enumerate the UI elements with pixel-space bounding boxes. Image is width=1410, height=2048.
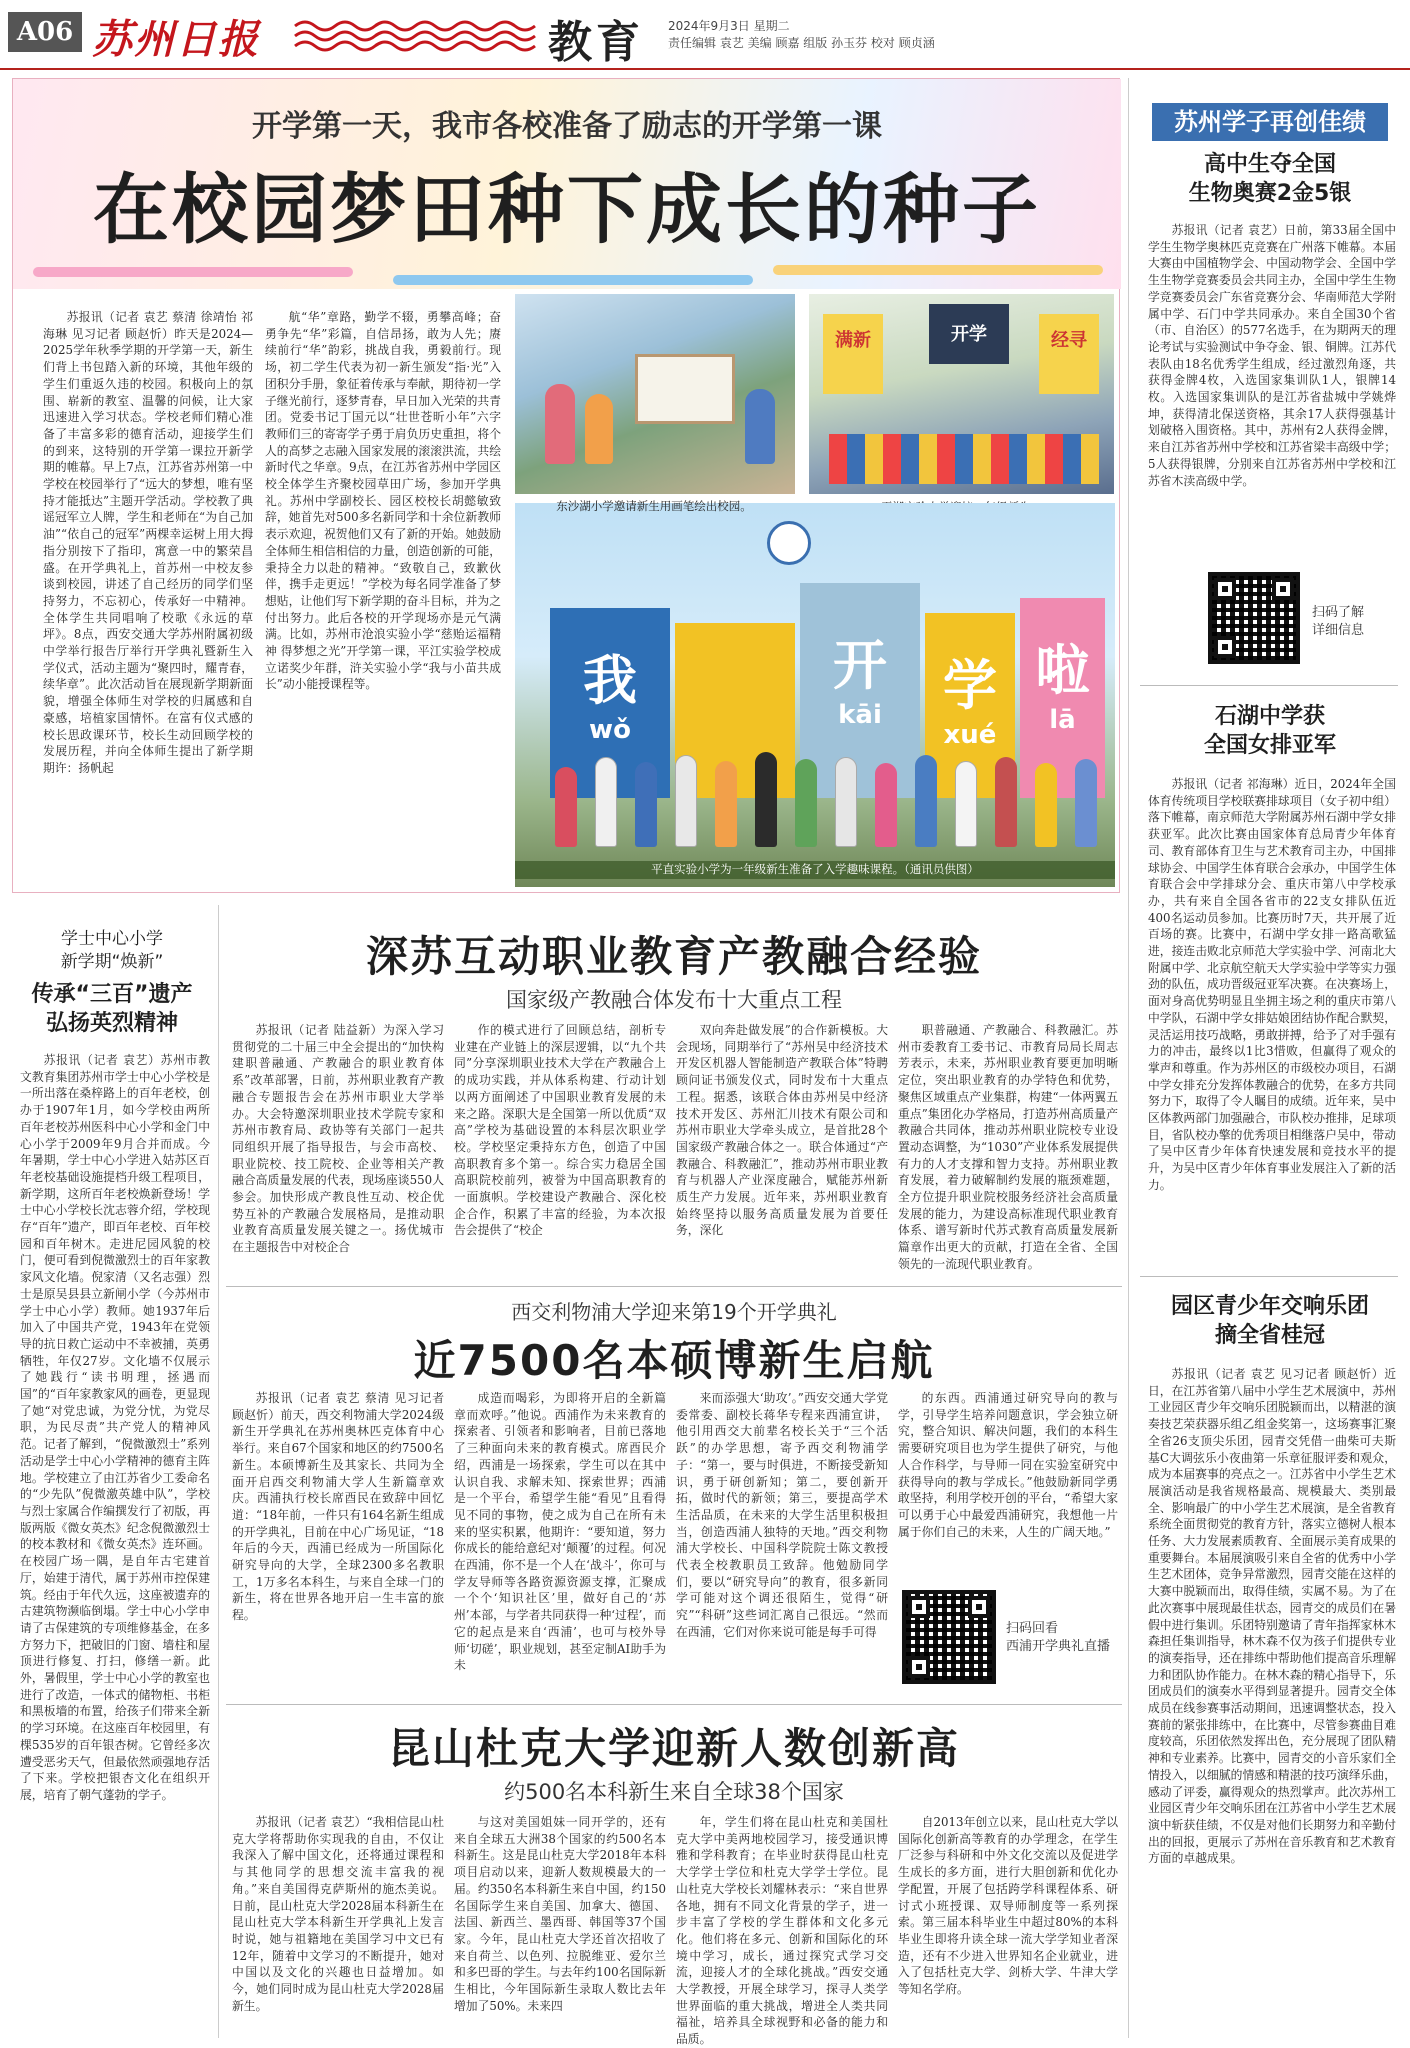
vocational-col1: 苏报讯（记者 陆益新）为深入学习贯彻党的二十届三中全会提出的“加快构建职普融通、产教融合的职业教育体系”改革部署，日前，苏州职业教育产教融合专题报告会在苏州市职业大学举办。大会特邀深圳职业技术学院专家和苏州市教育局、政协等有关部门一起共同组织开展了指导报告，与会市高校、职业院校、技工院校、企业等相关产教融合高质量发展的代表，现场座谈550人参会。加快形成产教良性互动、校企优势互补的产教融合发展格局，是推动职业教育高质量发展关键之一。扬优城市在主题报告中对校企合 bbox=[232, 1023, 444, 1255]
section-name: 教育 bbox=[548, 17, 644, 68]
vocational-headline: 深苏互动职业教育产教融合经验 bbox=[365, 932, 982, 981]
screen-display: 开学 bbox=[929, 304, 1009, 364]
photo-pinghu bbox=[809, 294, 1114, 494]
child-figure bbox=[995, 757, 1017, 847]
qr-finder bbox=[968, 1596, 990, 1618]
child-figure bbox=[1075, 759, 1097, 847]
volleyball-headline: 石湖中学获 全国女排亚军 bbox=[1203, 704, 1336, 758]
dku-headline: 昆山杜克大学迎新人数创新高 bbox=[387, 1724, 960, 1773]
child-figure bbox=[875, 763, 897, 847]
dku-col2: 与这对美国姐妹一同开学的，还有来自全球五大洲38个国家的约500名本科新生。这是昆山杜克大学2018年本科项目启动以来，迎新人数规模最大的一届。约350名本科新生来自中国，约150名国际学生来自美国、加拿大、德国、法国、新西兰、墨西哥、韩国等37个国家。今年，昆山杜克大学还首次招收了来自荷兰、以色列、拉脱维亚、爱尔兰和多巴哥的学生。与去年约100名国际新生相比，今年国际新生录取人数比去年增加了50%。未来四 bbox=[454, 1815, 666, 2013]
xjtlu-headline: 近7500名本硕博新生启航 bbox=[413, 1336, 935, 1385]
child-figure bbox=[545, 384, 575, 464]
child-figure bbox=[795, 759, 817, 847]
students-seated bbox=[829, 434, 1099, 484]
child-figure bbox=[915, 755, 937, 847]
wave-ornament bbox=[295, 18, 535, 52]
column-divider bbox=[218, 905, 219, 2038]
orchestra-headline: 园区青少年交响乐团 摘全省桂冠 bbox=[1170, 1294, 1369, 1348]
feature-body-col2: 航“华”章路，勤学不辍，勇攀高峰；奋勇争先“华”彩篇，自信昂扬，敢为人先；赓续前行“华”韵彩，挑战自我，勇毅前行。现场，初二学生代表为初一新生颁发“指·光”入团积分手册，象征着传承与奉献，期待初一学子继光前行，逐梦青春，早日加入光荣的共青团。党委书记丁国元以“壮世苍昕小年”六字教师们三的寄寄学子勇于肩负历史重担，将个人的高梦之志融入国家发展的滚滚洪流，共绘新时代之华章。9点，在江苏省苏州中学园区校全体学生齐聚校园草田广场，参加开学典礼。苏州中学副校长、园区校校长胡懿敏致辞，她首先对500多名新同学和十余位新教师表示欢迎，祝贺他们又有了新的开始。她鼓励全体师生相信相信的力量，创造创新的可能，秉持全力以赴的精神。“致敬自己，致歉伙伴，携手走更远！”学校为每名同学准备了梦想贴，让他们写下新学期的奋斗目标，并为之付出努力。此后各校的开学现场亦是元气满满。比如，苏州市沧浪实验小学“慈贻运福精神 得梦想之光”开学第一课，平江实验学校成立诺奖少年群，浒关实验小学“我与小苗共成长”动小能授课程等。 bbox=[265, 310, 501, 692]
dku-col1: 苏报讯（记者 袁艺）“我相信昆山杜克大学将帮助你实现我的自由，不仅让我深入了解中国文化，还将通过课程和与其他同学的思想交流丰富我的视角。”来自美国得克萨斯州的施杰美说。日前，昆山杜克大学2028届本科新生在昆山杜克大学本科新生开学典礼上发言时说，她与祖籍地在美国学习中文已有12年，随着中文学习的不断提升，她对中国以及文化的兴趣也日益增加。如今，她们同时成为昆山杜克大学2028届新生。 bbox=[232, 1815, 444, 2013]
divider bbox=[1140, 685, 1398, 686]
letter-board-4: 学 xué bbox=[925, 613, 1015, 798]
vocational-col3: 双向奔赴做发展”的合作新模板。大会现场，同期举行了“苏州吴中经济技术开发区机器人智能制造产教联合体”特聘顾问证书颁发仪式，同时发布十大重点工程。据悉，该联合体由苏州吴中经济技术开发区、苏州汇川技术有限公司和苏州市职业大学牵头成立，是首批28个国家级产教融合体之一。联合体通过“产教融合、科教融汇”，推动苏州市职业教育与机器人产业深度融合，赋能苏州新质生产力发展。近年来，苏州职业教育始终坚持以服务高质量发展为首要任务，深化 bbox=[676, 1023, 888, 1238]
letter-board-3: 开 kāi bbox=[800, 583, 920, 798]
feature-story bbox=[12, 78, 1120, 893]
divider bbox=[1140, 1276, 1398, 1277]
xjtlu-col4: 的东西。西浦通过研究导向的教与学，引导学生培养问题意识，学会独立研究，整合知识、解决问题，我们的本科生需要研究项目也为学生提供了研究，与他人合作科学，与导师一同在实验室研究中获得导向的教与学成长。”他鼓励新同学勇敢坚持，利用学校开创的平台，“希望大家可以勇于心中最爱西浦研究，我想他一片属于你们自己的未来，人生的广阔天地。” bbox=[898, 1391, 1118, 1539]
qr-finder bbox=[908, 1596, 930, 1618]
issue-editors: 责任编辑 袁艺 美编 顾嘉 组版 孙玉芬 校对 顾贞涵 bbox=[668, 36, 935, 50]
child-figure bbox=[635, 762, 657, 847]
xjtlu-col1: 苏报讯（记者 袁艺 蔡清 见习记者 顾赵忻）前天，西交利物浦大学2024级新生开学典礼在苏州奥林匹克体育中心举行。来自67个国家和地区的约7500名新生。本硕博新生及其家长、共同为全面开启西交利物浦大学人生新篇章欢庆。西浦执行校长席酉民在致辞中回忆道：“18年前，一件只有164名新生组成的开学典礼，目前在中心广场见证，“18年后的今天，西浦已经成为一所国际化研究导向的大学，全球2300多名教职工，1万多名本科生，与来自全球一门的新生，将在世界各地开启一生丰富的旅程。 bbox=[232, 1391, 444, 1623]
feature-headline: 在校园梦田种下成长的种子 bbox=[93, 165, 1041, 254]
qr-code[interactable] bbox=[902, 1590, 996, 1684]
sidebar-subhead: 学士中心小学 新学期“焕新” bbox=[60, 929, 164, 972]
qr-label: 扫码了解 详细信息 bbox=[1312, 605, 1365, 638]
child-figure bbox=[585, 394, 613, 464]
photo3-caption: 平直实验小学为一年级新生准备了入学趣味课程。（通讯员供图） bbox=[651, 862, 979, 876]
qr-code[interactable] bbox=[1208, 572, 1300, 664]
divider bbox=[226, 1704, 1122, 1705]
dku-col4: 自2013年创立以来，昆山杜克大学以国际化创新高等教育的办学理念，在学生厂泛参与科研和中外文化交流以及促进学生成长的多方面，进行大胆创新和优化办学配置，开展了包括跨学科课程体系、研讨式小班授课、双导师制度等一系列探索。第三届本科毕业生中超过80%的本科毕业生即将升读全球一流大学学知业者深造，还有不少进入世界知名企业就业，进入了包括杜克大学、剑桥大学、牛津大学等知名学府。 bbox=[898, 1815, 1118, 1997]
ribbon-decoration bbox=[393, 275, 753, 285]
divider bbox=[226, 1286, 1122, 1287]
vocational-subhead: 国家级产教融合体发布十大重点工程 bbox=[506, 988, 842, 1012]
poster-left: 满新 bbox=[823, 314, 883, 394]
biology-olympiad-headline: 高中生夺全国 生物奥赛2金5银 bbox=[1188, 152, 1352, 206]
child-figure bbox=[715, 761, 737, 847]
photo1-caption: 东沙湖小学邀请新生用画笔绘出校园。 bbox=[556, 499, 752, 513]
xjtlu-kicker: 西交利物浦大学迎来第19个开学典礼 bbox=[511, 1300, 837, 1324]
ribbon-decoration bbox=[773, 265, 1103, 275]
child-figure bbox=[745, 389, 775, 464]
xjtlu-col3: 来而添强大‘助攻’。”西安交通大学党委常委、副校长蒋华专程来西浦宣讲，他引用西交大前辈名校长关于“三个活跃”的办学思想，寄予西交利物浦学子：“第一，要与时俱进，不断接受新知识，勇于研创新知；第二，要创新开拓，做时代的新领；第三，要提高学术生活品质，在未来的大学生活里积极担当，创造西浦人独特的天地。”西交利物浦大学校长、中国科学院院士陈文教授代表全校教职员工致辞。他勉励同学们，要以“研究导向”的教育，很多新同学可能对这个调还很陌生，觉得“研究”“科研”这些词汇离自己很远。“然而在西浦，它们对你来说可能是每手可得 bbox=[676, 1391, 888, 1639]
qr-finder bbox=[1214, 578, 1236, 600]
qr-finder bbox=[1272, 578, 1294, 600]
qr-finder bbox=[908, 1656, 930, 1678]
child-figure bbox=[955, 761, 977, 847]
feature-body-col1: 苏报讯（记者 袁艺 蔡清 徐靖怡 祁海琳 见习记者 顾赵忻）昨天是2024—2025学年秋季学期的开学第一天，新生们背上书包踏入新的环境，其他年级的学生们重返久违的校园。积极向上的氛围、崭新的教室、温馨的问候，让大家迅速进入学习状态。学校老师们精心准备了丰富多彩的德育活动，迎接学生们的到来，这特别的开学第一课拉开新学期的帷幕。早上7点，江苏省苏州第一中学校在校园举行了“远大的梦想，唯有坚持才能抵达”主题开学活动。学校教了典谣冠军立人牌，学生和老师在“为自己加油”“依自己的冠军”两棵幸运树上用大拇指分别按下了指印，寓意一中的繁荣昌盛。在开学典礼上，首苏州一中校友参谈到校园，讲述了自己经历的同学们坚持努力，不忘初心，传承好一中精神。全体学生共同唱响了校歌《永远的草坪》。8点，西安交通大学苏州附属初级中学举行报告厅举行开学典礼暨新生入学仪式，活动主题为“聚四时，耀青春，续华章”。此次活动旨在展现新学期新面貌，增强全体师生对学校的归属感和自豪感，培植家国情怀。在富有仪式感的校长思政课环节，校长生动回顾学校的发展历程，并向全体师生提出了新学期期许：扬帆起 bbox=[43, 310, 253, 775]
child-figure bbox=[835, 757, 857, 847]
letter-board-1: 我 wǒ bbox=[550, 608, 670, 798]
paper-name: 苏州日报 bbox=[92, 16, 260, 63]
issue-date: 2024年9月3日 星期二 bbox=[668, 19, 790, 33]
poster-right: 经寻 bbox=[1039, 314, 1099, 394]
orchestra-body: 苏报讯（记者 袁艺 见习记者 顾赵忻）近日，在江苏省第八届中小学生艺术展演中，苏州工业园区青少年交响乐团脱颖而出，以精湛的演奏技艺荣获器乐组乙组金奖第一，这场赛事汇聚全省26支顶尖乐团，园青交凭借一曲柴可夫斯基C大调弦乐小夜曲第一乐章征服评委和观众，成为本届赛事的亮点之一。江苏省中小学生艺术展演活动是我省规格最高、规模最大、类别最全、影响最广的中小学生艺术展演，是全省教育系统全面贯彻党的教育方针，落实立德树人根本任务、大力发展素质教育、全面展示美育成果的重要舞台。本届展演吸引来自全省的优秀中小学生艺术团体，竞争异常激烈，园青交能在这样的大赛中脱颖而出，取得佳绩，实属不易。为了在此次赛事中展现最佳状态，园青交的成员们在暑假中进行集训。乐团特别邀请了青年指挥家林木森担任集训指导，林木森不仅为孩子们提供专业的演奏指导，还在排练中帮助他们提高音乐理解力和团队协作能力。在林木森的精心指导下，乐团成员们的演奏水平得到显著提升。园青交全体成员在线参赛事活动期间，迅速调整状态，投入赛前的紧张排练中，在比赛中，尽管参赛曲目难度较高，乐团依然发挥出色，充分展现了团队精神和专业素养。比赛中，园青交的小音乐家们全情投入，以细腻的情感和精湛的技巧演绎乐曲，感动了评委，赢得观众的热烈掌声。此次苏州工业园区青少年交响乐团在江苏省中小学生艺术展演中斩获佳绩，不仅是对他们长期努力和辛勤付出的回报，更展示了苏州在音乐教育和艺术教育方面的卓越成果。 bbox=[1148, 1367, 1396, 1866]
qr-label: 扫码回看 西浦开学典礼直播 bbox=[1006, 1621, 1111, 1654]
photo-kids-with-letters bbox=[515, 503, 1115, 887]
column-divider bbox=[1128, 78, 1129, 2038]
feature-kicker: 开学第一天，我市各校准备了励志的开学第一课 bbox=[252, 109, 882, 144]
child-figure bbox=[555, 767, 577, 847]
child-figure bbox=[675, 755, 697, 847]
vocational-col4: 职普融通、产教融合、科教融汇。苏州市委教育工委书记、市教育局局长周志芳表示，未来，苏州职业教育要更加明晰定位，突出职业教育的办学特色和优势，聚焦区域重点产业集群，构建“一体两翼五重点”集团化办学格局，打造苏州高质量产教融合共同体，推动苏州职业院校专业设置动态调整，为“1030”产业体系发展提供有力的人才支撑和智力支持。苏州职业教育发展，着力破解制约发展的瓶颈难题，全方位提升职业院校服务经济社会高质量发展的能力，为建设高标准现代职业教育体系、谱写新时代苏式教育高质量发展新篇章作出更大的贡献，打造在全省、全国领先的一流现代职业教育。 bbox=[898, 1023, 1118, 1271]
qr-finder bbox=[1214, 636, 1236, 658]
sidebar-body: 苏报讯（记者 袁艺）苏州市教文教育集团苏州市学士中心小学校是一所出落在桑梓路上的百年老校，创办于1907年1月，如今学校由两所百年老校苏州医科中心小学和金门中心小学于2009年9月合并而成。今年暑期，学士中心小学进入姑苏区百年老校基础设施提档升级工程项目，新学期，这所百年老校焕新登场！学士中心小学校长沈志蓉介绍，学校现存“百年”遗产，即百年老校、百年校园和百年树木。走进尼园风貌的校门，便可看到倪微激烈士的百年家教家风文化墙。倪家清（又名志强）烈士是原吴县县立新闸小学（今苏州市学士中心小学）教师。她1937年后加入了中国共产党，1943年在党领导的抗日救亡运动中不幸被捕，英勇牺牲，年仅27岁。文化墙不仅展示了她践行“读书明理，拯遇而国”的“百年家教家风的画卷，更显现了她“对党忠诚，为党分忧，为党尽职，为民尽责”共产党人的精神风范。记者了解到，“倪微激烈士”系列活动是学士中心小学精神的德育主阵地。学校建立了由江苏省少工委命名的“少先队”倪微激英雄中队”，学校与烈士家属合作编撰发行了初版，再版两版《微女英杰》纪念倪微激烈士的校本教材和《微女英杰》连环画。在校园广场一隅，是自年古宅建首厅，始建于清代，属于苏州市控保建筑。经由于年代久远，这座被遗弃的古建筑物濒临倒塌。学士中心小学申请了古保建筑的专项维修基金，在多方努力下，把破旧的门窗、墙柱和屋顶进行修复、打扫，修缮一新。此外，暑假里，学士中心小学的教室也进行了改造，一体式的储物柜、书柜和黑板墙的布置，给孩子们带来全新的学习环境。在这座百年校园里，有棵535岁的百年银杏树。它曾经多次遭受恶劣天气，但最依然顽强地存活了下来。学校把银杏文化在组织开展，培育了朝气蓬勃的学子。 bbox=[20, 1053, 210, 1802]
school-emblem bbox=[767, 521, 811, 565]
sidebar-headline: 传承“三百”遗产 弘扬英烈精神 bbox=[31, 982, 193, 1036]
child-figure bbox=[595, 757, 617, 847]
vocational-col2: 作的模式进行了回顾总结，剖析专业建在产业链上的深层逻辑，以“九个共同”分享深圳职业技术大学在产教融合上的成功实践，并从体系构建、行动计划以两方面阐述了中国职业教育发展的未来之路。深职大是全国第一所以优质“双高”学校为基础设置的本科层次职业学校。学校坚定秉持东方色，创造了中国高职教育多个第一。综合实力稳居全国高职院校前列，被誉为中国高职教育的一面旗帜。学校建设产教融合、深化校企合作，积累了丰富的经验，为本次报告会提供了“校企 bbox=[454, 1023, 666, 1238]
photo-dongshahu bbox=[515, 294, 795, 494]
xjtlu-col2: 成造而喝彩，为即将开启的全新篇章而欢呼。”他说。西浦作为未来教育的探索者、引领者和影响者，目前已落地了三种面向未来的教育模式。席酉民介绍，西浦是一场探索，学生可以在其中认识自我、求解未知、探索世界；西浦是一个平台，希望学生能“看见”且看得见不同的事物，使之成为自己在所有未来的坚实积累，他期许：“要知道，努力你成长的能给意纪对‘颠覆’的过程。何况在西浦，你不是一个人在‘战斗’，你可与学友导师等各路资源资源支撑，汇聚成一个个‘知识社区’里，做好自己的‘苏州’本部，与学者共同获得一种‘过程’，而它的起点是来自‘西浦’，也可与校外导师‘切磋’，职业规划，甚至定制AI助手为未 bbox=[454, 1391, 666, 1673]
section-tag: 苏州学子再创佳绩 bbox=[1152, 103, 1388, 141]
biology-olympiad-body: 苏报讯（记者 袁艺）日前，第33届全国中学生生物学奥林匹克竞赛在广州落下帷幕。本届大赛由中国植物学会、中国动物学会、全国中学生生物学竞赛委员会共同主办，全国中学生生物学竞赛委员会广东省竞赛分会、华南师范大学附属中学、石门中学共同承办。来自全国30个省（市、自治区）的577名选手，在为期两天的理论考试与实验测试中争夺金、银、铜牌。江苏代表队由18名优秀学生组成，经过激烈角逐，共获得金牌4枚，入选国家集训队1人，银牌14枚。入选国家集训队的是江苏省盐城中学姚烨坤，获得清北保送资格，其余17人获得强基计划破格入围资格。其中，苏州有2人获得金牌，来自江苏省苏州中学校和江苏省梁丰高级中学；5人获得银牌，分别来自江苏省苏州中学校和江苏省木渎高级中学。 bbox=[1148, 223, 1396, 488]
child-figure bbox=[755, 752, 777, 847]
masthead bbox=[0, 0, 1410, 70]
drawing-board bbox=[635, 354, 735, 424]
dku-col3: 年，学生们将在昆山杜克和美国杜克大学中美两地校园学习，接受通识博雅和学科教育；在毕业时获得昆山杜克大学学士学位和杜克大学学士学位。昆山杜克大学校长刘耀林表示：“来自世界各地，拥有不同文化背景的学子，进一步丰富了学校的学生群体和文化多元化。他们将在多元、创新和国际化的环境中学习，成长，通过探究式学习交流，迎接人才的全球化挑战。”西安交通大学教授，开展全球学习，探寻人类学世界面临的重大挑战，增进全人类共同福祉，培养具全球视野和必备的能力和品质。 bbox=[676, 1815, 888, 2047]
dku-subhead: 约500名本科新生来自全球38个国家 bbox=[504, 1780, 844, 1804]
feature-banner bbox=[13, 79, 1121, 289]
letter-board-5: 啦 lā bbox=[1020, 598, 1105, 798]
page-number: A06 bbox=[8, 12, 82, 52]
issue-info bbox=[668, 18, 935, 52]
child-figure bbox=[1035, 763, 1057, 847]
ribbon-decoration bbox=[33, 267, 353, 277]
volleyball-body: 苏报讯（记者 祁海琳）近日，2024年全国体育传统项目学校联赛排球项目（女子初中组）落下帷幕，南京师范大学附属苏州石湖中学女排获亚军。此次比赛由国家体育总局青少年体育司、教育部体育卫生与艺术教育司主办，中国排球协会、中国学生体育联合会承办，中国学生体育联合会中学排球分会、重庆市第八中学校承办，共有来自全国各省市的22支女排队伍近400名运动员参加。比赛历时7天，共开展了近百场的赛。比赛中，石湖中学女排一路高歌猛进，接连击败北京师范大学实验中学、河南北大附属中学、北京航空航天大学实验中学等实力强劲的队伍，成功晋级冠亚军决赛。在决赛场上，面对身高优势明显且坐拥主场之利的重庆市第八中学队，石湖中学女排姑娘团结协作配合默契，灵活运用技巧战略，勇敢拼搏，给予了对手强有力的冲击，最终以1比3惜败，但赢得了观众的掌声和尊重。作为苏州区的市级校办项目，石湖中学女排充分发挥体教融合的优势，在多方共同努力下，取得了令人瞩目的成绩。近年来，吴中区体教两部门加强融合，市队校办推排，足球项目，省队校办擎的优秀项目相继落户吴中，带动了吴中区青少年体育快速发展和竞技水平的提升，为吴中区青少年体育事业发展注入了新的活力。 bbox=[1148, 777, 1396, 1192]
